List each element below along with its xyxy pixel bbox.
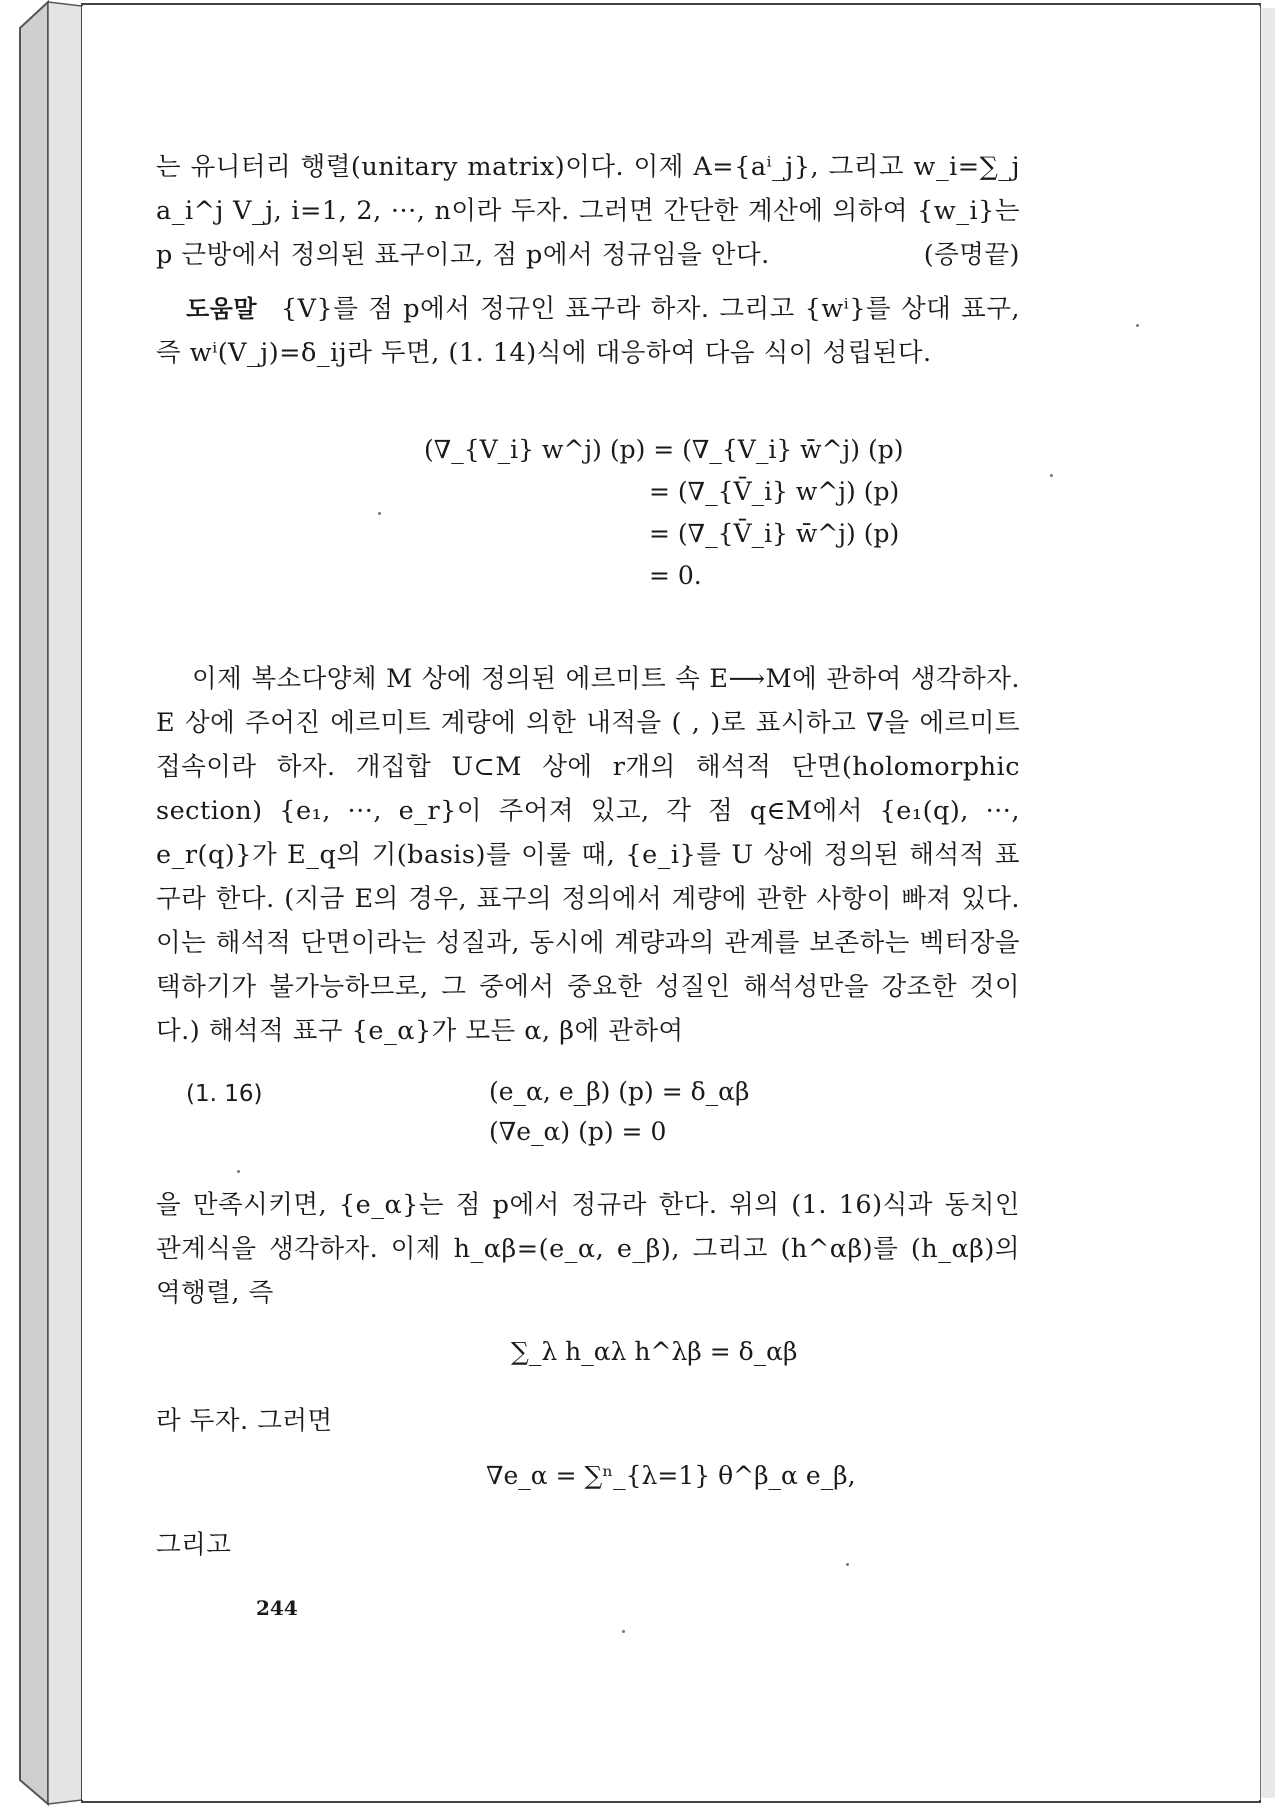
equation-1-line-4: = 0. (649, 561, 702, 590)
paragraph-3-text: 이제 복소다양체 M 상에 정의된 에르미트 속 E⟶M에 관하여 생각하자. E 상에 주어진 에르미트 계량에 의한 내적을 ( , )로 표시하고 ∇을 에르미트 접속이라 하자. 개집합 U⊂M 상에 r개의 해석적 단면(holomorphic section) {e₁, ···, e_r}이 주어져 있고, 각 점 q∈M에서 {e₁(q), ···, e_r(q)}가 E_q의 기(basis)를 이룰 때, {e_i}를 U 상에 정의된 해석적 표구라 한다. (지금 E의 경우, 표구의 정의에서 계량에 관한 사항이 빠져 있다. 이는 해석적 단면이라는 성질과, 동시에 계량과의 관계를 보존하는 벡터장을 택하기가 불가능하므로, 그 중에서 중요한 성질인 해석성만을 강조한 것이다.) 해석적 표구 {e_α}가 모든 α, β에 관하여 (156, 664, 1020, 1046)
paragraph-1-text: 는 유니터리 행렬(unitary matrix)이다. 이제 A={aⁱ_j}, 그리고 w_i=∑_j a_i^j V_j, i=1, 2, ···, n이라 두자. 그러면 간단한 계산에 의하여 {w_i}는 p 근방에서 정의된 표구이고, 점 p에서 정규임을 안다. (156, 152, 1020, 270)
scan-speck (622, 1630, 625, 1633)
equation-4 (156, 1457, 1020, 1513)
equation-number: (1. 16) (186, 1081, 263, 1107)
paragraph-6-text: 그리고 (156, 1530, 232, 1560)
scan-speck (1136, 324, 1139, 327)
equation-1-16-line-1: (e_α, e_β) (p) = δ_αβ (489, 1077, 750, 1106)
qed-mark: (증명끝) (923, 240, 1020, 270)
paragraph-5-text: 라 두자. 그러면 (156, 1406, 333, 1436)
paragraph-2 (156, 287, 1020, 419)
scan-speck (237, 1170, 240, 1173)
paragraph-4-text: 을 만족시키면, {e_α}는 점 p에서 정규라 한다. 위의 (1. 16)식과 동치인 관계식을 생각하자. 이제 h_αβ=(e_α, e_β), 그리고 (h^αβ)를 (h_αβ)의 역행렬, 즉 (156, 1190, 1020, 1308)
equation-1-16-line-2: (∇e_α) (p) = 0 (489, 1117, 667, 1146)
scan-speck (378, 512, 381, 515)
paragraph-4 (156, 1183, 1020, 1315)
equation-1-line-2: = (∇_{V̄_i} w^j) (p) (649, 477, 900, 506)
paragraph-5 (156, 1399, 1020, 1443)
paragraph-3 (156, 657, 1020, 1053)
page-content (156, 145, 1020, 1567)
paragraph-2-text: {V}를 점 p에서 정규인 표구라 하자. 그리고 {wⁱ}를 상대 표구, 즉 wⁱ(V_j)=δ_ij라 두면, (1. 14)식에 대응하여 다음 식이 성립된다. (156, 294, 1021, 368)
equation-4-line: ∇e_α = ∑ⁿ_{λ=1} θ^β_α e_β, (486, 1461, 856, 1490)
page-number: 244 (256, 1596, 298, 1620)
remark-heading: 도움말 (186, 295, 258, 323)
equation-1-line-3: = (∇_{V̄_i} w̄^j) (p) (649, 519, 900, 548)
equation-1 (156, 435, 1020, 619)
equation-1-line-1: (∇_{V_i} w^j) (p) = (∇_{V_i} w̄^j) (p) (424, 435, 904, 464)
scan-speck (1050, 474, 1053, 477)
scan-speck (846, 1563, 849, 1566)
equation-3 (156, 1333, 1020, 1389)
equation-1-16 (156, 1077, 1020, 1167)
paragraph-6 (156, 1523, 1020, 1567)
equation-3-line: ∑_λ h_αλ h^λβ = δ_αβ (511, 1337, 798, 1366)
paragraph-1 (156, 145, 1020, 277)
